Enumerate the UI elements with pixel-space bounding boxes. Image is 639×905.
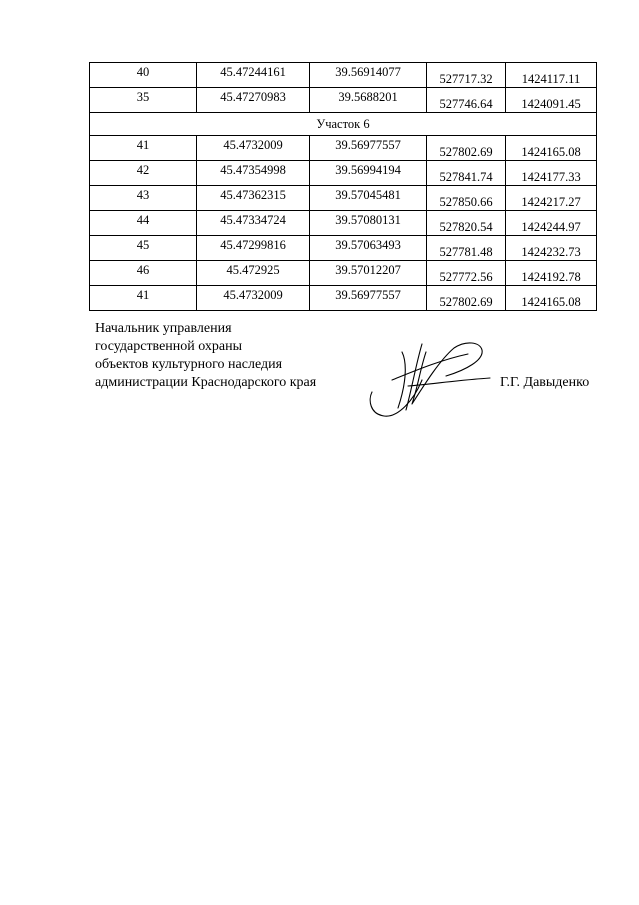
latitude-cell: 45.47270983 [197,88,310,113]
coordinate-x-cell: 527820.54 [427,211,506,236]
signatory-position-line: государственной охраны [95,339,243,354]
point-number-cell: 40 [90,63,197,88]
section-title: Участок 6 [90,113,597,136]
table-row [90,236,597,261]
point-number-cell: 43 [90,186,197,211]
table-row [90,186,597,211]
coordinate-y-cell: 1424217.27 [506,186,597,211]
latitude-cell: 45.47362315 [197,186,310,211]
point-number-cell: 41 [90,136,197,161]
point-number-cell: 35 [90,88,197,113]
point-number-cell: 42 [90,161,197,186]
longitude-cell: 39.56994194 [310,161,427,186]
longitude-cell: 39.56977557 [310,136,427,161]
longitude-cell: 39.57045481 [310,186,427,211]
point-number-cell: 46 [90,261,197,286]
table-row [90,136,597,161]
coordinate-y-cell: 1424165.08 [506,286,597,311]
latitude-cell: 45.47334724 [197,211,310,236]
table-row [90,211,597,236]
section-header-row [90,113,597,136]
coordinate-x-cell: 527802.69 [427,136,506,161]
longitude-cell: 39.56914077 [310,63,427,88]
table-row [90,88,597,113]
point-number-cell: 41 [90,286,197,311]
coordinate-y-cell: 1424177.33 [506,161,597,186]
signatory-position-line: объектов культурного наследия [95,357,283,372]
coordinate-y-cell: 1424244.97 [506,211,597,236]
table-row [90,286,597,311]
coordinate-x-cell: 527781.48 [427,236,506,261]
longitude-cell: 39.5688201 [310,88,427,113]
coordinate-x-cell: 527850.66 [427,186,506,211]
longitude-cell: 39.57080131 [310,211,427,236]
signatory-position-line: Начальник управления [95,321,232,336]
table-row [90,161,597,186]
latitude-cell: 45.472925 [197,261,310,286]
signatory-position [95,320,316,392]
coordinate-y-cell: 1424192.78 [506,261,597,286]
latitude-cell: 45.4732009 [197,286,310,311]
longitude-cell: 39.57012207 [310,261,427,286]
longitude-cell: 39.56977557 [310,286,427,311]
coordinate-y-cell: 1424232.73 [506,236,597,261]
coordinate-x-cell: 527717.32 [427,63,506,88]
coordinate-y-cell: 1424117.11 [506,63,597,88]
point-number-cell: 45 [90,236,197,261]
point-number-cell: 44 [90,211,197,236]
table-row [90,261,597,286]
handwritten-signature [362,330,492,422]
longitude-cell: 39.57063493 [310,236,427,261]
coordinate-x-cell: 527802.69 [427,286,506,311]
latitude-cell: 45.47299816 [197,236,310,261]
coordinates-table [89,62,597,311]
signatory-name: Г.Г. Давыденко [500,375,590,390]
latitude-cell: 45.47354998 [197,161,310,186]
latitude-cell: 45.4732009 [197,136,310,161]
coordinate-x-cell: 527841.74 [427,161,506,186]
latitude-cell: 45.47244161 [197,63,310,88]
table-row [90,63,597,88]
coordinate-y-cell: 1424165.08 [506,136,597,161]
coordinate-x-cell: 527746.64 [427,88,506,113]
coordinate-x-cell: 527772.56 [427,261,506,286]
signatory-position-line: администрации Краснодарского края [95,375,317,390]
coordinates-table-body [90,63,597,311]
coordinate-y-cell: 1424091.45 [506,88,597,113]
